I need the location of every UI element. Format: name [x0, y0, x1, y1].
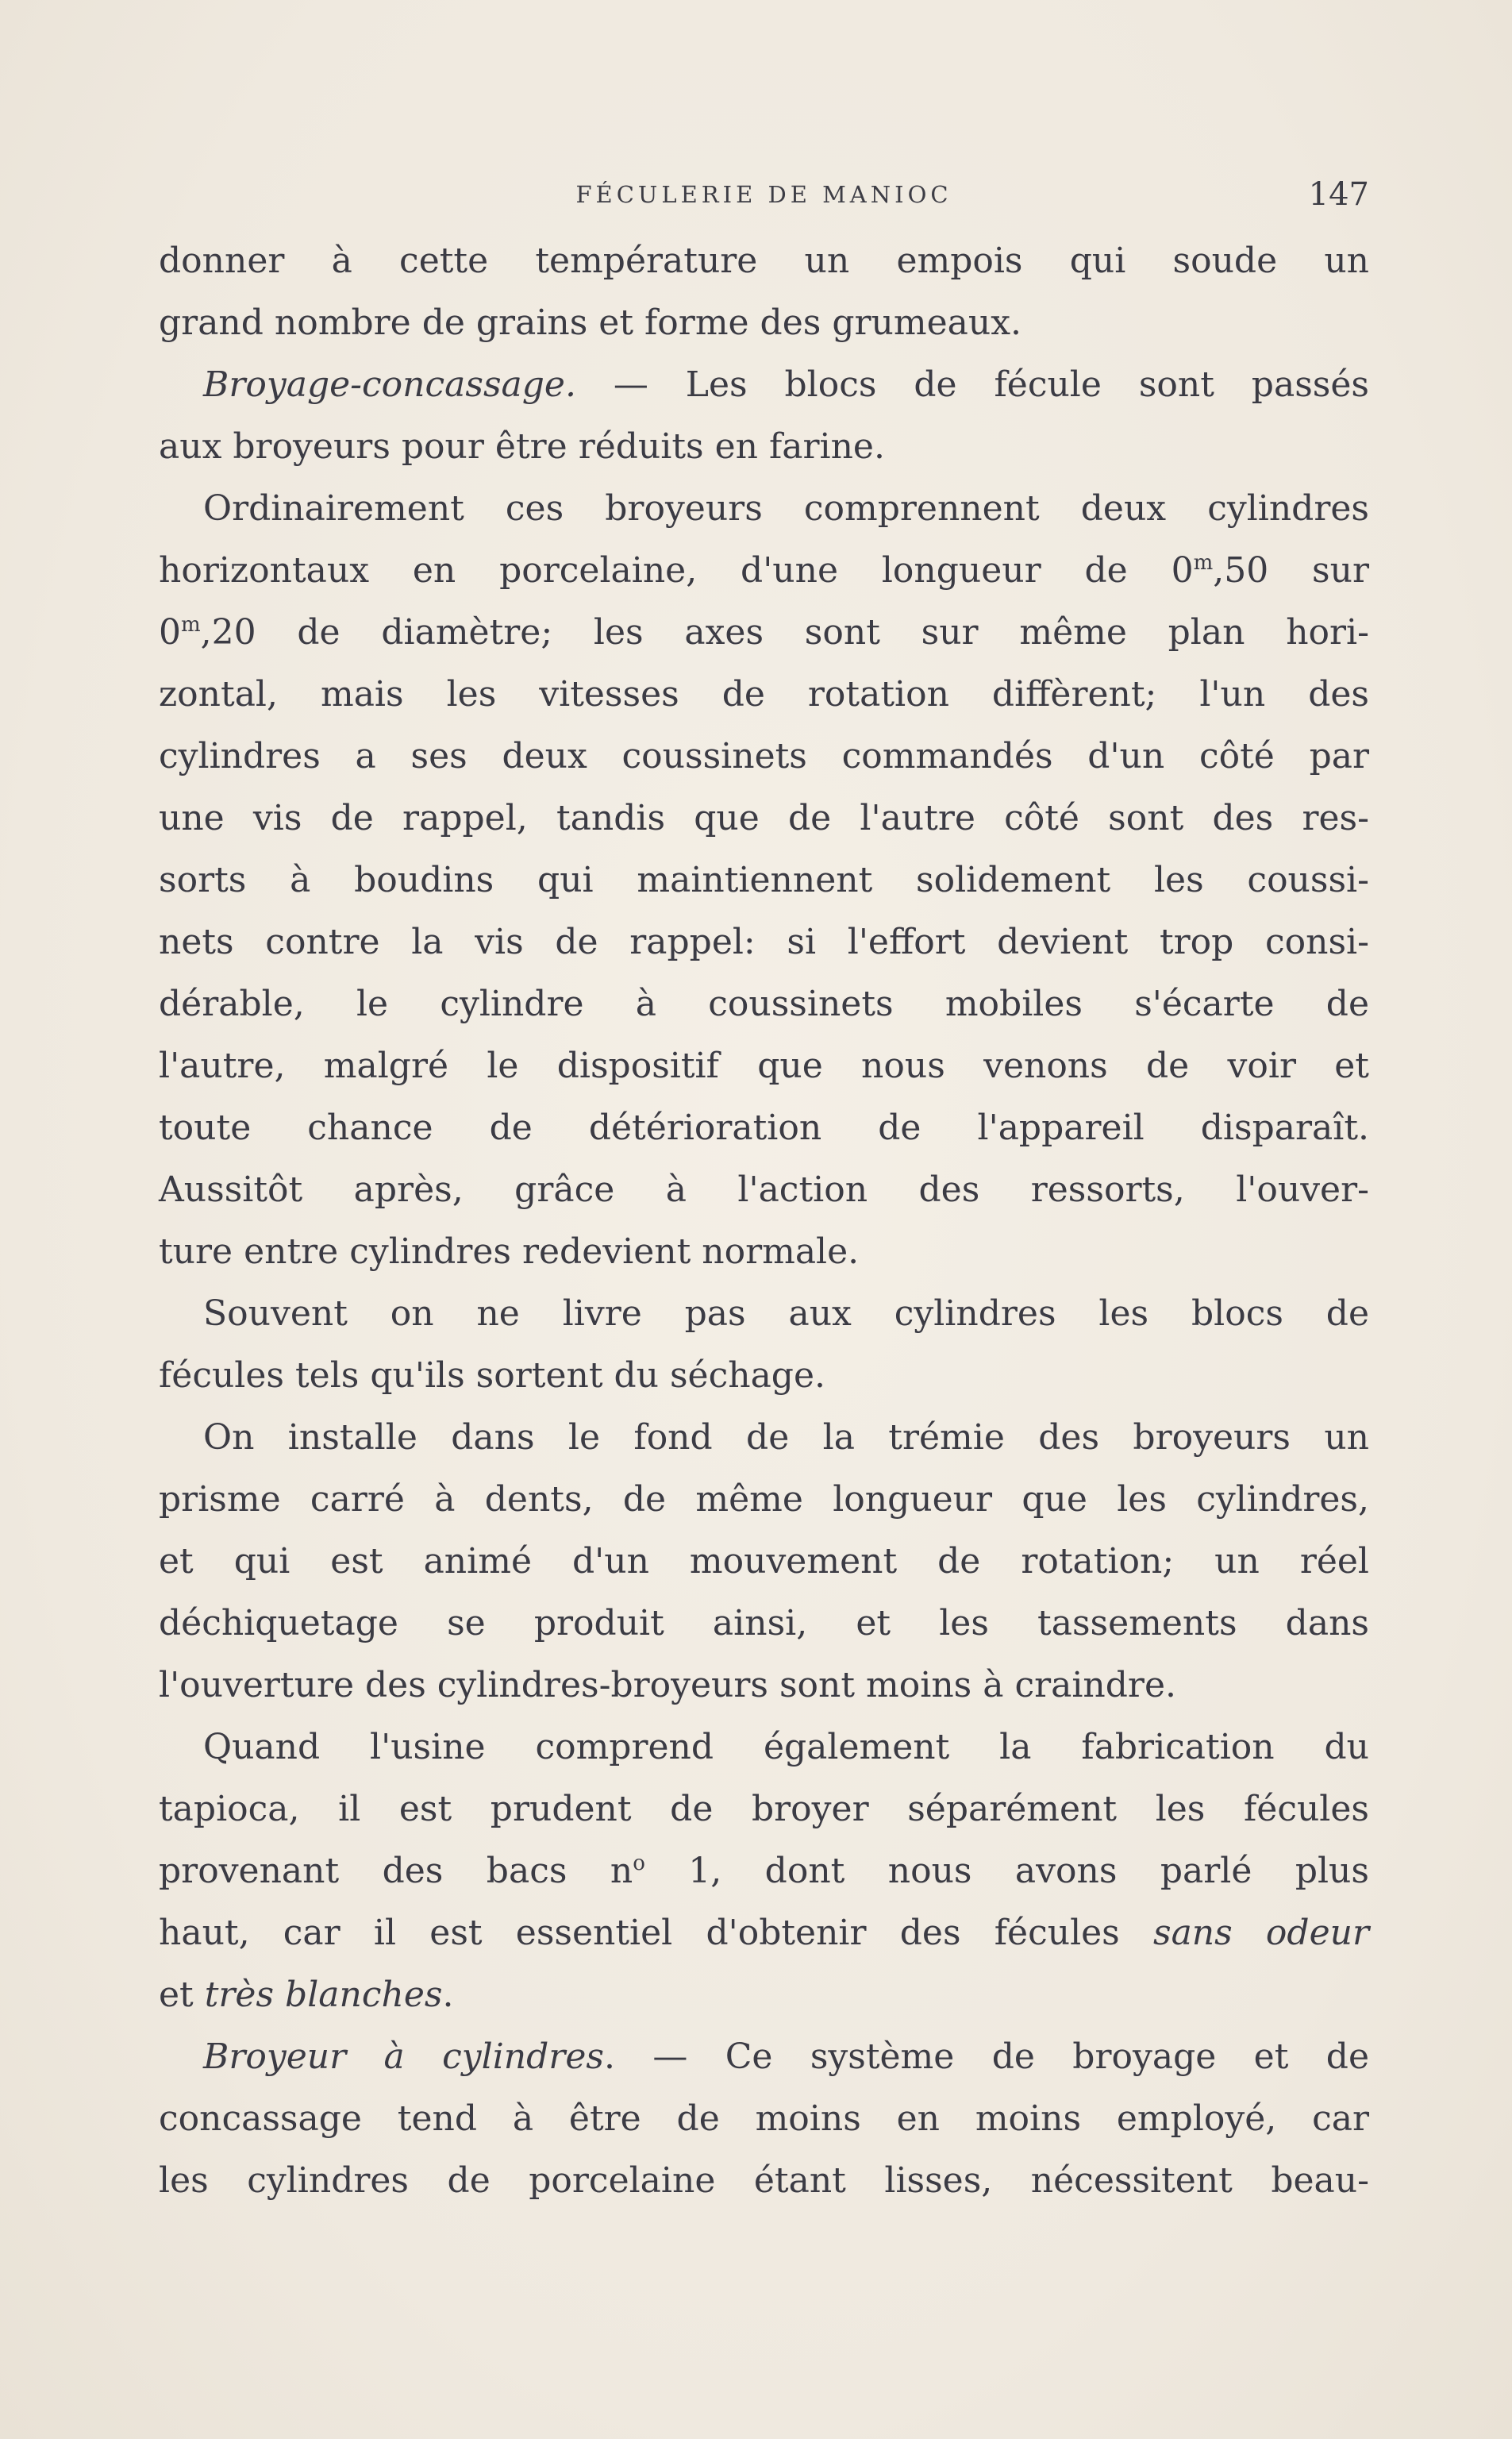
- text-line: l'ouverture des cylindres-broyeurs sont moins à craindre.: [159, 1665, 1176, 1705]
- text-line: l'autre, malgré le dispositif que nous venons de voir et: [159, 1046, 1369, 1086]
- text-line: horizontaux en porcelaine, d'une longueur de 0$^m$,50 sur: [159, 550, 1369, 591]
- text-line: prisme carré à dents, de même longueur que les cylindres,: [159, 1479, 1369, 1520]
- text-line: Aussitôt après, grâce à l'action des ressorts, l'ouver-: [159, 1169, 1369, 1210]
- text-line: tapioca, il est prudent de broyer séparément les fécules: [159, 1789, 1369, 1829]
- section-heading: Broyeur à cylindres: [203, 2036, 604, 2077]
- text-line: ture entre cylindres redevient normale.: [159, 1231, 860, 1272]
- text-line: grand nombre de grains et forme des grumeaux.: [159, 302, 1022, 343]
- text-line: dérable, le cylindre à coussinets mobiles s'écarte de: [159, 984, 1369, 1024]
- text-line: Broyage-concassage. — Les blocs de fécule sont passés: [203, 364, 1369, 405]
- text-line: nets contre la vis de rappel: si l'effort devient trop consi-: [159, 922, 1369, 962]
- page-number: 147: [1308, 176, 1369, 213]
- text-line: Souvent on ne livre pas aux cylindres les blocs de: [203, 1293, 1369, 1334]
- text-line: les cylindres de porcelaine étant lisses, nécessitent beau-: [159, 2160, 1369, 2201]
- text-line: concassage tend à être de moins en moins employé, car: [159, 2098, 1369, 2139]
- running-head: FÉCULERIE DE MANIOC: [575, 181, 952, 208]
- text-line: donner à cette température un empois qui soude un: [159, 241, 1369, 281]
- text-line: 0$^m$,20 de diamètre; les axes sont sur même plan hori-: [159, 612, 1369, 653]
- text-line: zontal, mais les vitesses de rotation diffèrent; l'un des: [159, 674, 1369, 715]
- text-line: une vis de rappel, tandis que de l'autre côté sont des res-: [159, 798, 1369, 838]
- text-line: et très blanches.: [159, 1975, 454, 2015]
- text-line: Quand l'usine comprend également la fabrication du: [203, 1727, 1369, 1767]
- text-line: provenant des bacs $n^o$ 1, dont nous avons parlé plus: [159, 1851, 1369, 1891]
- text-line: haut, car il est essentiel d'obtenir des fécules sans odeur: [159, 1913, 1369, 1953]
- text-line: cylindres a ses deux coussinets commandés d'un côté par: [159, 736, 1369, 776]
- text-line: déchiquetage se produit ainsi, et les tassements dans: [159, 1603, 1369, 1643]
- text-line: toute chance de détérioration de l'appareil disparaît.: [159, 1108, 1369, 1148]
- text-line: et qui est animé d'un mouvement de rotation; un réel: [159, 1541, 1369, 1582]
- page-header: [159, 176, 1369, 216]
- text-line: On installe dans le fond de la trémie des broyeurs un: [203, 1417, 1369, 1458]
- body-text: [159, 230, 1369, 2212]
- text-line: Ordinairement ces broyeurs comprennent deux cylindres: [203, 488, 1369, 529]
- text-line: Broyeur à cylindres. — Ce système de broyage et de: [203, 2036, 1369, 2077]
- text-line: aux broyeurs pour être réduits en farine.: [159, 426, 885, 467]
- section-heading: Broyage-concassage.: [203, 364, 576, 405]
- text-line: sorts à boudins qui maintiennent solidement les coussi-: [159, 860, 1369, 900]
- text-line: fécules tels qu'ils sortent du séchage.: [159, 1355, 825, 1396]
